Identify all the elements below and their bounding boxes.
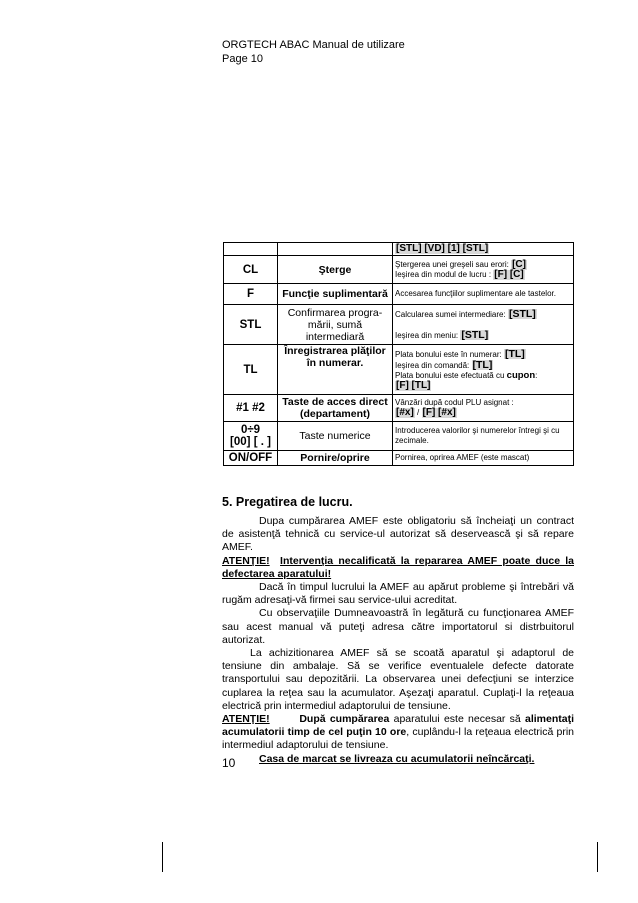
table-cell-empty [278, 243, 393, 256]
header-title: ORGTECH ABAC Manual de utilizare [222, 39, 405, 51]
table-cell-empty [224, 243, 278, 256]
key-description: Vânzări după codul PLU asignat : [#x] / [F] [#x] [393, 395, 574, 422]
key-name: #1 #2 [224, 395, 278, 422]
crop-mark-right [597, 842, 598, 872]
table-row [224, 284, 574, 305]
table-row [224, 345, 574, 395]
key-description: Pornirea, oprirea AMEF (este mascat) [393, 451, 574, 466]
table-row [224, 256, 574, 284]
warning-2: ATENŢIE! După cumpărarea aparatului este necesar să alimentaţi acumulatorii timp de cel puţin 10 ore, cuplându-l la reţeaua electrică prin intermediul adaptorului de tensiune. [222, 713, 575, 752]
paragraph: La achizitionarea AMEF să se scoată aparatul şi adaptorul de tensiune din ambalaje. Să se verifice eventualele defecte datorate transportului sau depozitării. La observarea unei defecţiuni se interzice cuplarea la reţea sau la acumulator. Aşezaţi aparatul. Cuplaţi-l la reţeaua electrică prin intermediul adaptorului de tensiune. [222, 647, 574, 712]
key-description: Calcularea sumei intermediare: [STL] Ieşirea din meniu: [STL] [393, 305, 574, 345]
key-function: Taste de acces direct (departament) [278, 395, 393, 422]
paragraph: Dacă în timpul lucrului la AMEF au apărut probleme şi întrebări vă rugăm adresaţi-vă firmei sau service-ului acreditat. [222, 581, 574, 607]
table-top-keys: [STL] [VD] [1] [STL] [393, 243, 574, 256]
table-row [224, 422, 574, 451]
table-row [224, 451, 574, 466]
key-function-table [223, 242, 574, 466]
header-page: Page 10 [222, 53, 263, 65]
key-name: TL [224, 345, 278, 395]
paragraph: Cu observaţiile Dumneavoastră în legătură cu funcţionarea AMEF sau acest manual vă puteţi adresa către importatorul si distrbuitorul autorizat. [222, 607, 574, 646]
key-function: Confirmarea progra-mării, sumă intermediară [278, 305, 393, 345]
paragraph: Casa de marcat se livreaza cu acumulatorii neîncărcaţi. [259, 752, 535, 765]
page-number: 10 [222, 756, 236, 770]
key-name: STL [224, 305, 278, 345]
table-row [224, 395, 574, 422]
key-function: Funcţie suplimentară [278, 284, 393, 305]
crop-mark-left [162, 842, 163, 872]
paragraph: Dupa cumpărarea AMEF este obligatoriu să încheiaţi un contract de asistenţă tehnică cu service-ul autorizat să deservească şi să repare AMEF. [222, 515, 574, 554]
key-name: 0÷9 [00] [ . ] [224, 422, 278, 451]
warning-1: ATENŢIE! Intervenţia necalificată la repararea AMEF poate duce la defectarea aparatului! [222, 554, 574, 580]
key-function: Taste numerice [278, 422, 393, 451]
table-row [224, 305, 574, 345]
key-name: CL [224, 256, 278, 284]
section-body [222, 515, 574, 766]
key-description: Plata bonului este în numerar: [TL] Ieşirea din comandă: [TL] Plata bonului este efectuată cu cupon: [F] [TL] [393, 345, 574, 395]
key-function: Şterge [278, 256, 393, 284]
section-title: 5. Pregatirea de lucru. [222, 495, 353, 509]
key-name: ON/OFF [224, 451, 278, 466]
key-description: Accesarea funcţiilor suplimentare ale tastelor. [393, 284, 574, 305]
key-description: Ştergerea unei greşeli sau erori: [C] Ieşirea din modul de lucru : [F] [C] [393, 256, 574, 284]
key-function: Pornire/oprire [278, 451, 393, 466]
key-name: F [224, 284, 278, 305]
key-description: Introducerea valorilor şi numerelor întregi şi cu zecimale. [393, 422, 574, 451]
page-header [222, 38, 405, 66]
key-function: Înregistrarea plăţilor în numerar. [278, 345, 393, 395]
